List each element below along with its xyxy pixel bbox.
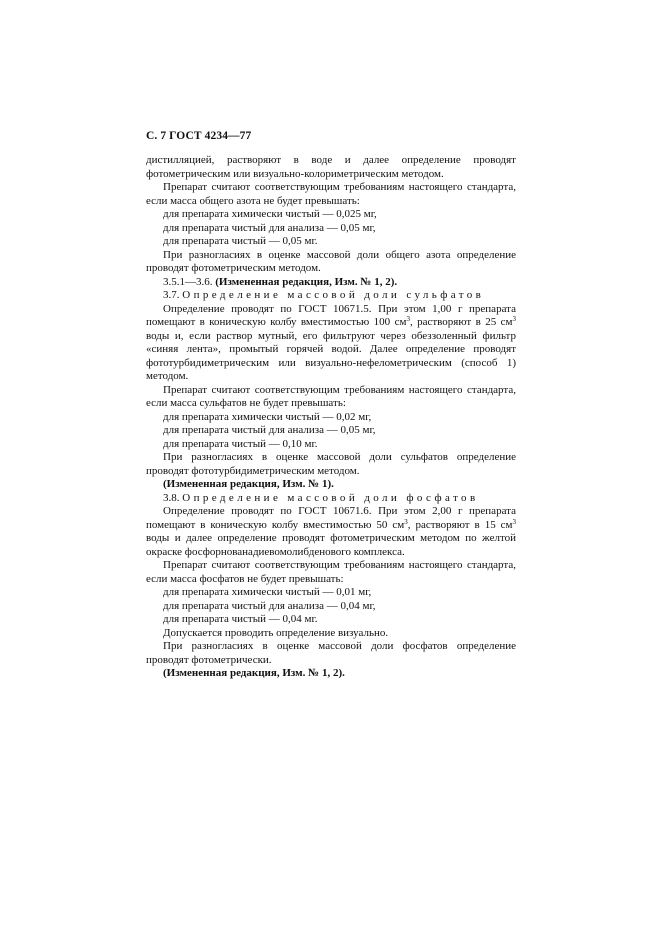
list-item: для препарата химически чистый — 0,025 мг, [163,208,377,220]
paragraph: Препарат считают соответствующим требованиям настоящего стандарта, если масса общего азота не будет превышать: [146,181,516,207]
section-number: 3.5.1—3.6. [163,275,213,288]
list-item: для препарата химически чистый — 0,01 мг, [163,586,372,598]
paragraph: При разногласиях в оценке массовой доли фосфатов определение проводят фотометрически. [146,640,516,666]
list-item: для препарата чистый — 0,04 мг. [163,613,318,625]
revision-note: (Измененная редакция, Изм. № 1, 2). [163,667,345,679]
section-number: 3.8. [163,491,180,504]
section-heading [146,289,516,303]
list-item: для препарата химически чистый — 0,02 мг, [163,410,372,423]
paragraph: Препарат считают соответствующим требованиям настоящего стандарта, если масса сульфатов не будет превышать: [146,383,516,409]
section-title: Определение массовой доли фосфатов [182,491,479,504]
document-body [146,154,516,681]
list-item: для препарата чистый для анализа — 0,05 мг, [163,424,376,436]
list-item: для препарата чистый — 0,05 мг. [163,235,318,247]
section-heading [146,492,516,506]
revision-label: (Измененная редакция, Изм. № 1, 2). [215,275,398,288]
revision-note: (Измененная редакция, Изм. № 1). [163,478,334,490]
paragraph: При разногласиях в оценке массовой доли сульфатов определение проводят фототурбидиметрическим методом. [146,451,516,477]
paragraph: Определение проводят по ГОСТ 10671.5. При этом 1,00 г препарата помещают в коническую колбу вместимостью 100 $см^3$, растворяют в 25 $см^3$ воды и, если раствор мутный, его фильтруют через обеззоленный фильтр «синяя лента», промытый горячей водой. Далее определение проводят фототурбидиметрическим или визуально-нефелометрическим (способ 1) методом. [146,302,517,382]
list-item: для препарата чистый для анализа — 0,05 мг, [163,221,376,234]
paragraph: Определение проводят по ГОСТ 10671.6. При этом 2,00 г препарата помещают в коническую колбу вместимостью 50 $см^3$, растворяют в 15 $см^3$ воды и далее определение проводят фотометрическим методом по желтой окраске фосфорнованадиевомолибденового комплекса. [146,505,516,558]
revision-note [146,276,516,290]
paragraph: Препарат считают соответствующим требованиям настоящего стандарта, если масса фосфатов не будет превышать: [146,559,516,585]
section-number: 3.7. [163,289,180,301]
page-header: С. 7 ГОСТ 4234—77 [146,130,252,142]
paragraph: дистилляцией, растворяют в воде и далее определение проводят фотометрическим или визуально-колориметрическим методом. [146,154,516,180]
list-item: для препарата чистый — 0,10 мг. [163,437,318,450]
section-title: Определение массовой доли сульфатов [182,289,485,301]
paragraph: Допускается проводить определение визуально. [163,626,389,639]
paragraph: При разногласиях в оценке массовой доли общего азота определение проводят фотометрическим методом. [146,248,516,274]
list-item: для препарата чистый для анализа — 0,04 мг, [163,599,376,612]
